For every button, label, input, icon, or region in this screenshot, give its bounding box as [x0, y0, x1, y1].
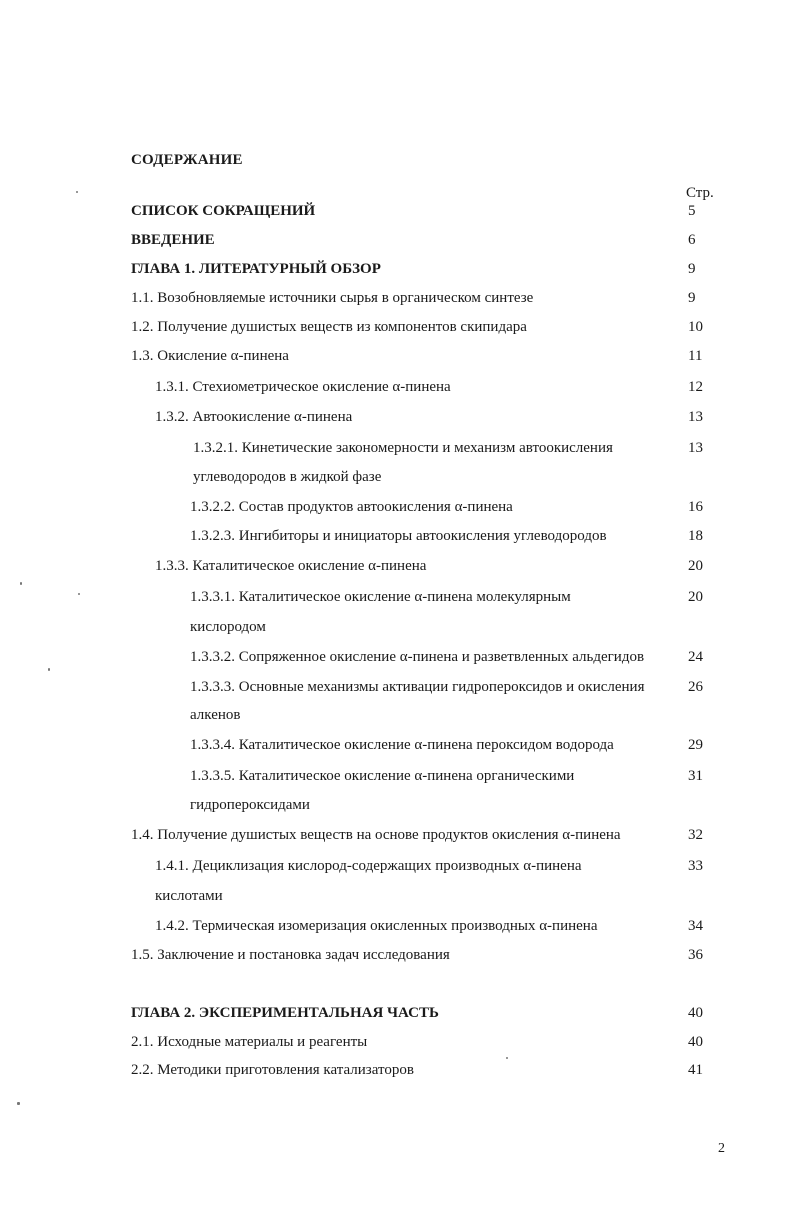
- scan-speck: [76, 191, 78, 193]
- toc-entry-title: 1.3.3.5. Каталитическое окисление α-пинена органическими: [190, 768, 575, 784]
- toc-entry-page: 32: [688, 827, 703, 843]
- toc-entry-title: 1.3.2.3. Ингибиторы и инициаторы автоокисления углеводородов: [190, 528, 607, 544]
- toc-entry-title: 2.2. Методики приготовления катализаторов: [131, 1062, 414, 1078]
- toc-entry-title: 1.3. Окисление α-пинена: [131, 348, 289, 364]
- toc-entry-page: 6: [688, 232, 696, 248]
- toc-entry-title: 1.3.3.3. Основные механизмы активации гидропероксидов и окисления: [190, 679, 645, 695]
- toc-entry-page: 12: [688, 379, 703, 395]
- toc-entry-title: 1.3.2. Автоокисление α-пинена: [155, 409, 353, 425]
- toc-heading: СОДЕРЖАНИЕ: [131, 152, 243, 168]
- toc-entry-page: 36: [688, 947, 703, 963]
- toc-entry-page: 10: [688, 319, 703, 335]
- toc-entry-page: 16: [688, 499, 703, 515]
- toc-entry-title-continued: углеводородов в жидкой фазе: [193, 469, 382, 485]
- scan-speck: [78, 593, 80, 595]
- toc-entry-page: 13: [688, 409, 703, 425]
- toc-entry-title-continued: кислородом: [190, 619, 266, 635]
- toc-entry-title: 1.2. Получение душистых веществ из компонентов скипидара: [131, 319, 527, 335]
- scan-speck: [48, 668, 50, 671]
- scan-speck: [506, 1057, 508, 1059]
- toc-entry-page: 20: [688, 558, 703, 574]
- page-number: 2: [718, 1141, 725, 1156]
- toc-entry-title-continued: алкенов: [190, 707, 241, 723]
- toc-entry-page: 41: [688, 1062, 703, 1078]
- toc-entry-title: 1.1. Возобновляемые источники сырья в органическом синтезе: [131, 290, 534, 306]
- toc-entry-title: 1.4. Получение душистых веществ на основе продуктов окисления α-пинена: [131, 827, 621, 843]
- toc-entry-title: 2.1. Исходные материалы и реагенты: [131, 1034, 368, 1050]
- toc-entry-page: 40: [688, 1005, 703, 1021]
- toc-entry-title: СПИСОК СОКРАЩЕНИЙ: [131, 203, 316, 219]
- toc-entry-page: 9: [688, 290, 696, 306]
- toc-entry-page: 31: [688, 768, 703, 784]
- toc-entry-page: 24: [688, 649, 703, 665]
- toc-entry-title: 1.3.1. Стехиометрическое окисление α-пинена: [155, 379, 451, 395]
- toc-entry-page: 20: [688, 589, 703, 605]
- toc-entry-title: ВВЕДЕНИЕ: [131, 232, 215, 248]
- toc-entry-page: 40: [688, 1034, 703, 1050]
- scan-speck: [20, 582, 22, 585]
- page-column-label: Стр.: [686, 185, 714, 201]
- toc-entry-title: 1.5. Заключение и постановка задач исследования: [131, 947, 450, 963]
- toc-entry-title: 1.4.2. Термическая изомеризация окисленных производных α-пинена: [155, 918, 598, 934]
- toc-entry-page: 34: [688, 918, 703, 934]
- toc-entry-page: 13: [688, 440, 703, 456]
- toc-entry-page: 26: [688, 679, 703, 695]
- toc-entry-page: 18: [688, 528, 703, 544]
- toc-entry-page: 5: [688, 203, 696, 219]
- toc-entry-title: 1.3.3.1. Каталитическое окисление α-пинена молекулярным: [190, 589, 571, 605]
- toc-entry-page: 29: [688, 737, 703, 753]
- toc-entry-title-continued: кислотами: [155, 888, 223, 904]
- toc-entry-title: 1.3.3.2. Сопряженное окисление α-пинена и разветвленных альдегидов: [190, 649, 645, 665]
- toc-entry-title-continued: гидропероксидами: [190, 797, 310, 813]
- scan-speck: [17, 1102, 20, 1105]
- toc-entry-title: 1.3.2.2. Состав продуктов автоокисления α-пинена: [190, 499, 513, 515]
- toc-entry-title: 1.3.3. Каталитическое окисление α-пинена: [155, 558, 427, 574]
- toc-entry-title: ГЛАВА 1. ЛИТЕРАТУРНЫЙ ОБЗОР: [131, 261, 381, 277]
- toc-entry-page: 9: [688, 261, 696, 277]
- toc-entry-title: 1.3.2.1. Кинетические закономерности и механизм автоокисления: [193, 440, 613, 456]
- toc-entry-title: 1.4.1. Дециклизация кислород-содержащих производных α-пинена: [155, 858, 582, 874]
- toc-entry-page: 11: [688, 348, 703, 364]
- toc-entry-page: 33: [688, 858, 703, 874]
- toc-entry-title: 1.3.3.4. Каталитическое окисление α-пинена пероксидом водорода: [190, 737, 614, 753]
- toc-entry-title: ГЛАВА 2. ЭКСПЕРИМЕНТАЛЬНАЯ ЧАСТЬ: [131, 1005, 439, 1021]
